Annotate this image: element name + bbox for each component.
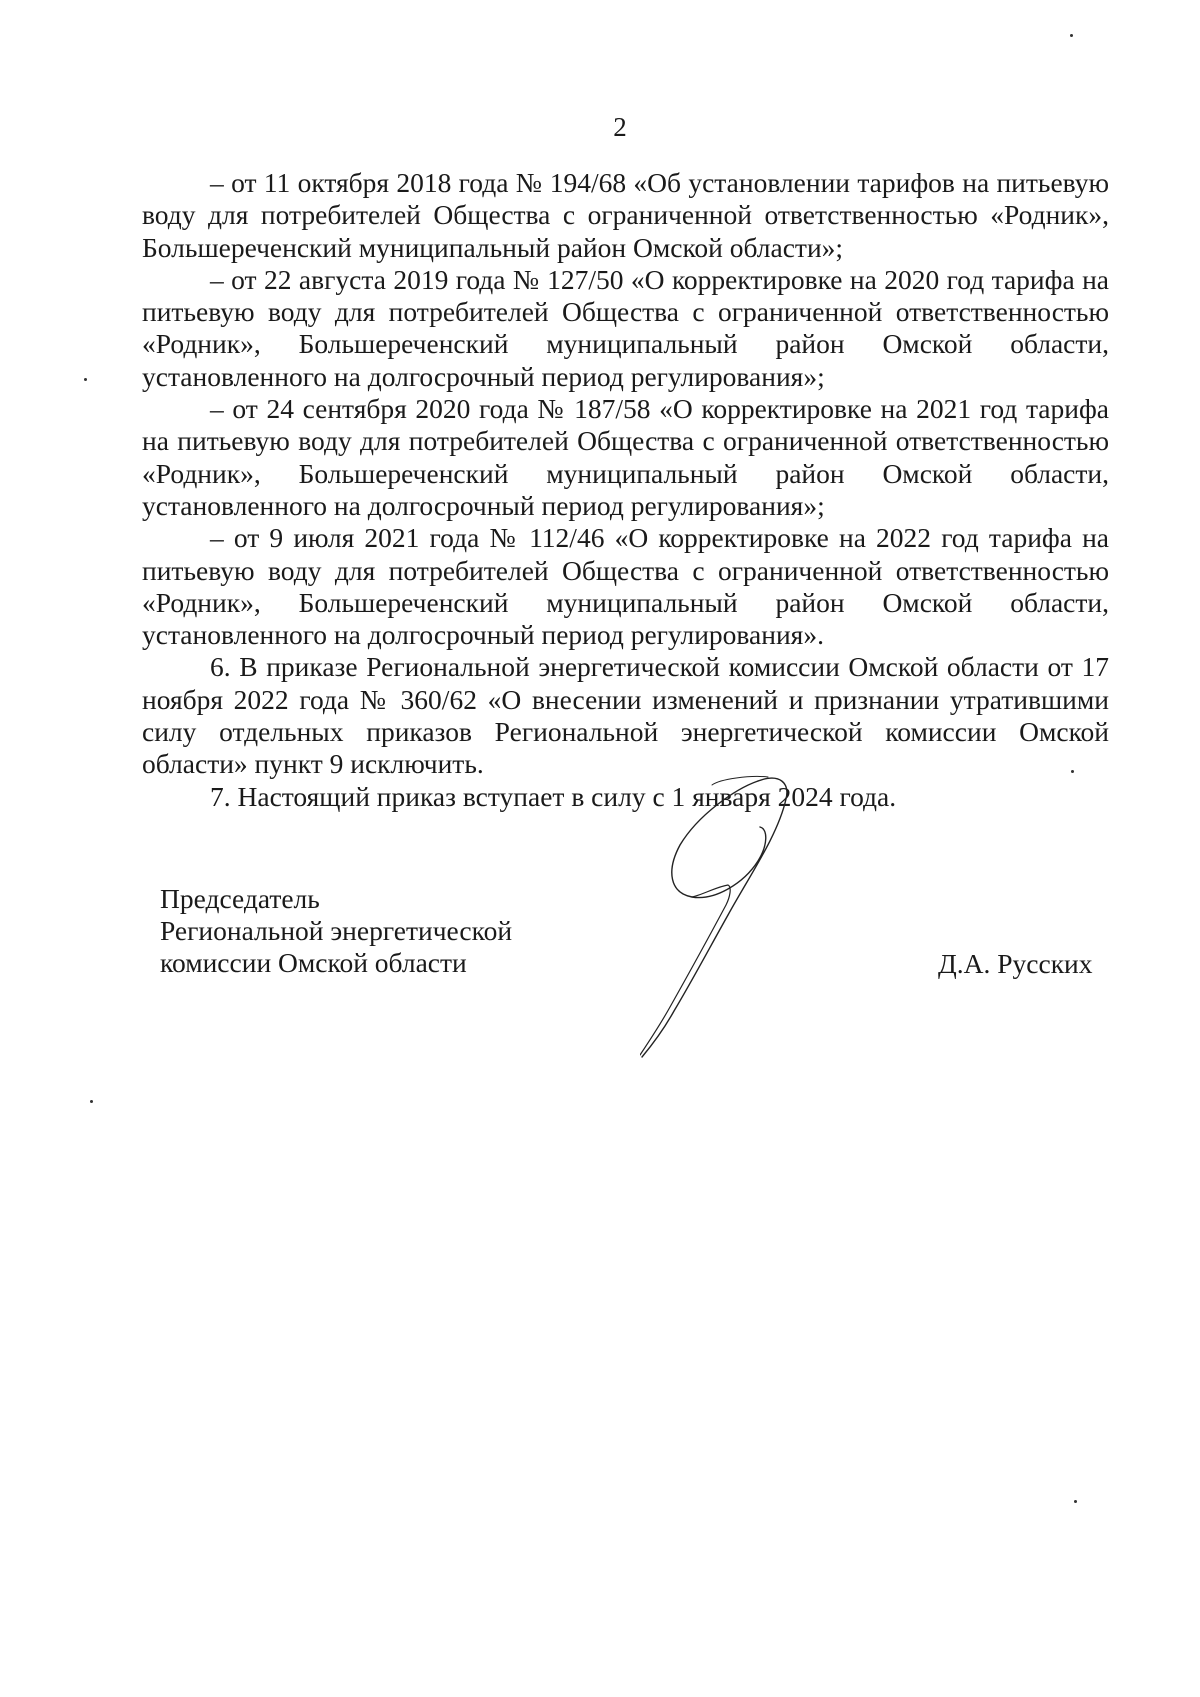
scan-speck [1070, 34, 1073, 37]
scan-speck [90, 1100, 93, 1103]
page-number: 2 [613, 112, 627, 142]
handwritten-signature [640, 775, 900, 1065]
signatory-title-line: Региональной энергетической [160, 915, 513, 946]
signatory-title [160, 883, 512, 979]
paragraph-item-6: 6. В приказе Региональной энергетической комиссии Омской области от 17 ноября 2022 года № 360/62 «О внесении изменений и признании утратившими силу отдельных приказов Региональной энергетической комиссии Омской области» пункт 9 исключить. [142, 651, 1109, 780]
scan-speck [1071, 770, 1074, 773]
signatory-name: Д.А. Русских [938, 948, 1093, 979]
document-body [142, 167, 1109, 813]
paragraph-order-194-68: – от 11 октября 2018 года № 194/68 «Об установлении тарифов на питьевую воду для потребителей Общества с ограниченной ответственностью «Родник», Большереченский муниципальный район Омской области»; [142, 167, 1109, 263]
signatory-title-line: комиссии Омской области [160, 947, 467, 978]
paragraph-item-7: 7. Настоящий приказ вступает в силу с 1 января 2024 года. [210, 780, 897, 812]
paragraph-order-127-50: – от 22 августа 2019 года № 127/50 «О корректировке на 2020 год тарифа на питьевую воду для потребителей Общества с ограниченной ответственностью «Родник», Большереченский муниципальный район Омской области, установленного на долгосрочный период регулирования»; [142, 263, 1109, 392]
scan-speck [84, 378, 87, 381]
paragraph-order-112-46: – от 9 июля 2021 года № 112/46 «О корректировке на 2022 год тарифа на питьевую воду для потребителей Общества с ограниченной ответственностью «Родник», Большереченский муниципальный район Омской области, установленного на долгосрочный период регулирования». [142, 522, 1109, 651]
scan-speck [1074, 1500, 1077, 1503]
signatory-title-line: Председатель [160, 883, 320, 914]
paragraph-order-187-58: – от 24 сентября 2020 года № 187/58 «О корректировке на 2021 год тарифа на питьевую воду для потребителей Общества с ограниченной ответственностью «Родник», Большереченский муниципальный район Омской области, установленного на долгосрочный период регулирования»; [142, 393, 1109, 521]
